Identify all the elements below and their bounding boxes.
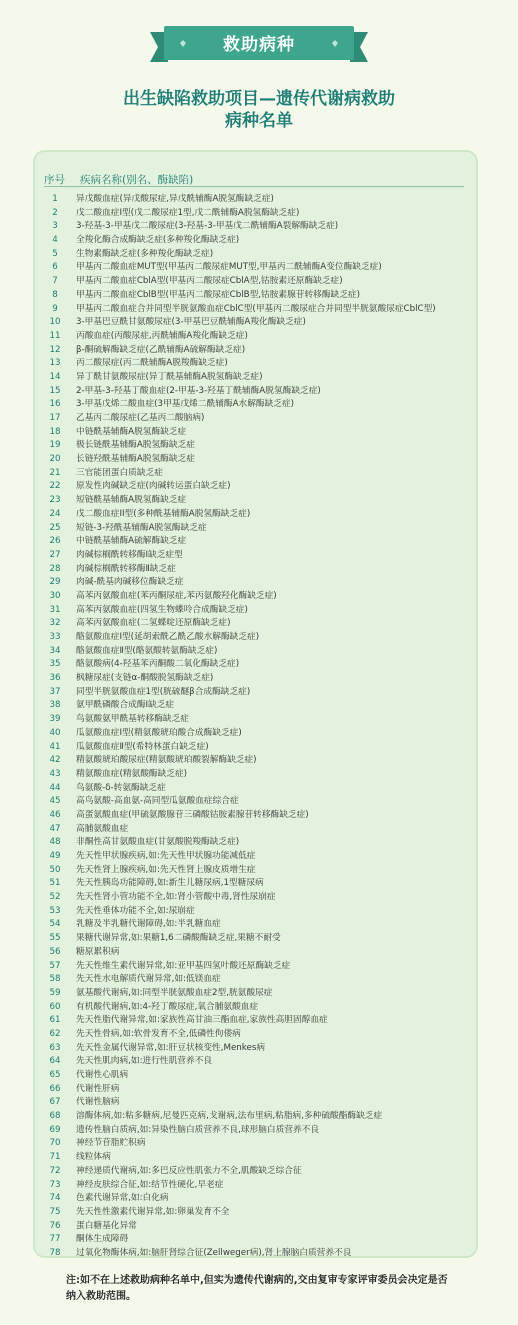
row-disease-name: 遗传性脑白质病,如:异染性脑白质营养不良,球形脑白质营养不良 [76, 1124, 320, 1135]
table-row [40, 207, 480, 221]
page-title-line1: 出生缺陷救助项目—遗传代谢病救助 [123, 89, 395, 109]
row-number: 36 [49, 673, 61, 684]
row-disease-name: 瓜氨酸血症Ⅱ型(希特林蛋白缺乏症) [76, 741, 209, 752]
row-disease-name: 中链酰基辅酶A硫解酶缺乏症 [76, 536, 187, 547]
table-row [40, 1165, 480, 1179]
page-title-line2: 病种名单 [225, 111, 293, 131]
banner-label: 救助病种 [223, 35, 295, 55]
row-disease-name: 先天性水电解质代谢异常,如:低镁血症 [76, 974, 221, 985]
table-row [40, 1110, 480, 1124]
row-disease-name: 精氨酸血症(精氨酸酶缺乏症) [76, 768, 188, 779]
row-disease-name: 先天性骨病,如:软骨发育不全,低磷性佝偻病 [76, 1028, 241, 1039]
table-row [40, 1096, 480, 1110]
table-row [40, 289, 480, 303]
row-disease-name: 果糖代谢异常,如:果糖1,6二磷酸酶缺乏症,果糖不耐受 [76, 933, 281, 944]
row-number: 31 [49, 604, 61, 615]
table-row [40, 439, 480, 453]
row-number: 20 [49, 454, 61, 465]
row-number: 18 [49, 426, 61, 437]
table-row [40, 316, 480, 330]
table-row [40, 1247, 480, 1261]
table-row [40, 220, 480, 234]
row-disease-name: 戊二酸血症I型(戊二酸尿症1型,戊二酰辅酶A脱氢酶缺乏症) [76, 207, 300, 218]
table-row [40, 576, 480, 590]
table-row [40, 549, 480, 563]
row-number: 74 [49, 1193, 61, 1204]
table-row [40, 713, 480, 727]
header-number: 序号 [44, 174, 65, 186]
row-disease-name: 短链-3-羟酰基辅酶A脱氢酶缺乏症 [76, 522, 207, 533]
table-row [40, 836, 480, 850]
row-disease-name: 代谢性心肌病 [76, 1070, 129, 1080]
table-row [40, 535, 480, 549]
disease-list [40, 193, 480, 1261]
row-disease-name: 3-羟基-3-甲基戊二酸尿症(3-羟基-3-甲基戊二酰辅酶A裂解酶缺乏症) [76, 221, 339, 232]
table-row [40, 1124, 480, 1138]
row-number: 61 [49, 1015, 61, 1026]
row-number: 60 [49, 1001, 61, 1012]
row-disease-name: 生物素酶缺乏症(多种羧化酶缺乏症) [76, 248, 214, 259]
table-row [40, 946, 480, 960]
row-number: 55 [49, 933, 61, 944]
row-disease-name: 同型半胱氨酸血症1型(胱硫醚β合成酶缺乏症) [76, 686, 251, 697]
row-disease-name: 3-甲基巴豆酰甘氨酸尿症(3-甲基巴豆酰辅酶A羧化酶缺乏症) [76, 317, 306, 328]
row-disease-name: 神经皮肤综合征,如:结节性硬化,早老症 [76, 1179, 224, 1190]
header-divider [44, 186, 464, 187]
row-disease-name: 异戊酸血症(异戊酸尿症,异戊酰辅酶A脱氢酶缺乏症) [76, 194, 274, 204]
table-row [40, 932, 480, 946]
footnote: 注:如不在上述救助病种名单中,但实为遗传代谢病的,交由复审专家评审委员会决定是否纳入救助范围。 [66, 1275, 448, 1302]
table-row [40, 1001, 480, 1015]
table-row [40, 1179, 480, 1193]
row-number: 67 [49, 1097, 61, 1108]
table-row [40, 960, 480, 974]
row-number: 54 [49, 919, 61, 930]
table-row [40, 1192, 480, 1206]
table-row [40, 918, 480, 932]
table-row [40, 973, 480, 987]
row-disease-name: 肉碱棕榈酰转移酶Ⅱ缺乏症 [76, 563, 176, 574]
row-disease-name: 蛋白糖基化异常 [76, 1220, 137, 1231]
table-row [40, 330, 480, 344]
table-row [40, 426, 480, 440]
row-number: 70 [49, 1138, 61, 1149]
table-row [40, 1151, 480, 1165]
row-disease-name: 中链酰基辅酶A脱氢酶缺乏症 [76, 426, 187, 437]
row-number: 68 [49, 1111, 61, 1122]
row-disease-name: 代谢性脑病 [76, 1097, 120, 1108]
row-number: 24 [49, 508, 61, 519]
row-number: 56 [49, 946, 61, 957]
row-number: 66 [49, 1083, 61, 1094]
row-number: 58 [49, 974, 61, 985]
table-row [40, 782, 480, 796]
table-row [40, 248, 480, 262]
table-row [40, 672, 480, 686]
table-row [40, 412, 480, 426]
row-disease-name: 氨基酸代谢病,如:同型半胱氨酸血症2型,胱氨酸尿症 [76, 987, 273, 998]
row-disease-name: 甲基丙二酸血症MUT型(甲基丙二酸尿症MUT型,甲基丙二酰辅酶A变位酶缺乏症) [76, 262, 382, 273]
table-row [40, 1042, 480, 1056]
table-row [40, 1028, 480, 1042]
row-disease-name: 先天性维生素代谢异常,如:亚甲基四氢叶酸还原酶缺乏症 [76, 960, 291, 971]
table-row [40, 631, 480, 645]
row-disease-name: 过氧化物酶体病,如:脑肝肾综合征(Zellweger病),肾上腺脑白质营养不良 [76, 1247, 352, 1258]
row-disease-name: β-酮硫解酶缺乏症(乙酰辅酶A硫解酶缺乏症) [76, 344, 246, 355]
row-disease-name: 乳糖及半乳糖代谢障碍,如:半乳糖血症 [76, 919, 221, 930]
row-disease-name: 鸟氨酸-δ-转氨酶缺乏症 [76, 782, 166, 793]
table-row [40, 563, 480, 577]
table-row [40, 275, 480, 289]
row-number: 17 [49, 413, 61, 423]
table-row [40, 590, 480, 604]
row-number: 23 [49, 495, 61, 506]
table-row [40, 467, 480, 481]
row-disease-name: 长链羟酰基辅酶A脱氢酶缺乏症 [76, 454, 195, 465]
row-number: 19 [49, 440, 61, 451]
table-row [40, 850, 480, 864]
row-disease-name: 肉碱棕榈酰转移酶Ⅰ缺乏症型 [76, 549, 183, 560]
row-disease-name: 先天性肾上腺疾病,如:先天性肾上腺皮质增生症 [76, 864, 256, 875]
row-number: 69 [49, 1124, 61, 1135]
row-number: 8 [52, 289, 58, 300]
header-disease-name: 疾病名称(别名、酶缺陷) [80, 174, 194, 186]
row-number: 13 [49, 358, 61, 369]
row-disease-name: 酮体生成障碍 [76, 1234, 129, 1245]
table-row [40, 234, 480, 248]
row-number: 27 [49, 549, 61, 560]
row-disease-name: 异丁酰甘氨酸尿症(异丁酰基辅酶A脱氢酶缺乏症) [76, 371, 263, 382]
row-number: 15 [49, 385, 61, 396]
table-row [40, 658, 480, 672]
table-row [40, 741, 480, 755]
row-number: 45 [49, 796, 61, 807]
row-disease-name: 代谢性肝病 [76, 1083, 120, 1094]
row-disease-name: 神经节苷脂贮积病 [76, 1138, 146, 1149]
row-number: 35 [49, 659, 61, 670]
row-disease-name: 神经递质代谢病,如:多巴反应性肌张力不全,肌酸缺乏综合征 [76, 1165, 302, 1176]
row-number: 37 [49, 686, 61, 697]
row-disease-name: 精氨酸琥珀酸尿症(精氨酸琥珀酸裂解酶缺乏症) [76, 755, 257, 766]
table-row [40, 617, 480, 631]
row-disease-name: 乙基丙二酸尿症(乙基丙二酸脑病) [76, 413, 205, 423]
row-number: 57 [49, 960, 61, 971]
row-number: 4 [52, 235, 58, 246]
row-disease-name: 高蛋氨酸血症(甲硫氨酸腺苷三磷酸钴胺素腺苷转移酶缺乏症) [76, 809, 309, 820]
row-disease-name: 三官能团蛋白质缺乏症 [76, 467, 163, 478]
row-number: 71 [49, 1152, 61, 1163]
row-disease-name: 先天性垂体功能不全,如:尿崩症 [76, 905, 195, 916]
table-row [40, 385, 480, 399]
row-number: 9 [52, 303, 58, 314]
row-disease-name: 原发性肉碱缺乏症(肉碱转运蛋白缺乏症) [76, 481, 231, 492]
table-row [40, 727, 480, 741]
table-row [40, 371, 480, 385]
table-row [40, 508, 480, 522]
row-number: 11 [49, 330, 61, 341]
table-row [40, 891, 480, 905]
row-disease-name: 糖原累积病 [76, 946, 120, 957]
row-disease-name: 3-甲基戊烯二酸血症(3甲基戊烯二酰辅酶A水解酶缺乏症) [76, 399, 295, 410]
row-number: 75 [49, 1206, 61, 1217]
table-row [40, 754, 480, 768]
row-disease-name: 枫糖尿症(支链α-酮酸脱氢酶缺乏症) [76, 673, 214, 684]
row-number: 49 [49, 851, 61, 861]
table-row [40, 357, 480, 371]
row-disease-name: 短链酰基辅酶A脱氢酶缺乏症 [76, 495, 187, 506]
row-number: 32 [49, 618, 61, 629]
table-row [40, 864, 480, 878]
row-disease-name: 甲基丙二酸血症CblA型(甲基丙二酸尿症CblA型,钴胺素还原酶缺乏症) [76, 276, 343, 287]
row-disease-name: 高苯丙氨酸血症(苯丙酮尿症,苯丙氨酸羟化酶缺乏症) [76, 590, 277, 601]
table-row [40, 522, 480, 536]
row-number: 28 [49, 563, 61, 574]
row-number: 63 [49, 1042, 61, 1053]
row-disease-name: 高苯丙氨酸血症(四氢生物蝶呤合成酶缺乏症) [76, 604, 248, 615]
row-number: 21 [49, 467, 61, 478]
table-row [40, 905, 480, 919]
row-disease-name: 甲基丙二酸血症CblB型(甲基丙二酸尿症CblB型,钴胺素腺苷转移酶缺乏症) [76, 289, 361, 300]
row-number: 50 [49, 864, 61, 875]
table-row [40, 453, 480, 467]
row-number: 44 [49, 782, 61, 793]
row-number: 33 [49, 632, 61, 642]
row-number: 73 [49, 1179, 61, 1190]
table-row [40, 1233, 480, 1247]
row-disease-name: 高鸟氨酸-高血氨-高同型瓜氨酸血症综合症 [76, 796, 239, 807]
row-disease-name: 先天性脂代谢异常,如:家族性高甘油三酯血症,家族性高胆固醇血症 [76, 1015, 328, 1026]
row-number: 72 [49, 1165, 61, 1176]
row-disease-name: 溶酶体病,如:粘多糖病,尼曼匹克病,戈谢病,法布里病,粘脂病,多种硫酸酯酶缺乏症 [76, 1111, 383, 1122]
table-row [40, 604, 480, 618]
row-number: 39 [49, 714, 61, 725]
row-number: 3 [52, 221, 58, 232]
table-row [40, 398, 480, 412]
row-disease-name: 高脯氨酸血症 [76, 823, 129, 834]
table-row [40, 877, 480, 891]
row-number: 6 [52, 262, 58, 273]
row-number: 1 [52, 194, 58, 204]
row-number: 25 [49, 522, 61, 533]
row-number: 41 [49, 741, 61, 752]
row-number: 29 [49, 577, 61, 588]
row-disease-name: 酪氨酸病(4-羟基苯丙酮酸二氧化酶缺乏症) [76, 659, 240, 670]
table-row [40, 1220, 480, 1234]
row-number: 65 [49, 1070, 61, 1080]
row-number: 53 [49, 905, 61, 916]
row-number: 2 [52, 207, 58, 218]
row-number: 12 [49, 344, 61, 355]
row-number: 40 [49, 727, 61, 738]
row-number: 16 [49, 399, 61, 410]
table-row [40, 686, 480, 700]
table-row [40, 344, 480, 358]
row-disease-name: 全羧化酶合成酶缺乏症(多种羧化酶缺乏症) [76, 235, 240, 246]
row-disease-name: 先天性金属代谢异常,如:肝豆状核变性,Menkes病 [76, 1042, 266, 1053]
row-number: 7 [52, 276, 58, 287]
row-disease-name: 先天性性激素代谢异常,如:卵巢发育不全 [76, 1206, 230, 1217]
row-number: 30 [49, 590, 61, 601]
table-row [40, 823, 480, 837]
row-disease-name: 瓜氨酸血症Ⅰ型(精氨酸琥珀酸合成酶缺乏症) [76, 727, 242, 738]
row-disease-name: 色素代谢异常,如:白化病 [76, 1193, 169, 1204]
row-number: 42 [49, 755, 61, 766]
row-disease-name: 非酮性高甘氨酸血症(甘氨酸脱羧酶缺乏症) [76, 837, 240, 848]
table-row [40, 1014, 480, 1028]
row-number: 34 [49, 645, 61, 656]
table-row [40, 303, 480, 317]
table-row [40, 494, 480, 508]
table-row [40, 987, 480, 1001]
row-disease-name: 氨甲酰磷酸合成酶Ⅰ缺乏症 [76, 700, 175, 711]
table-row [40, 193, 480, 207]
row-number: 43 [49, 768, 61, 779]
table-row [40, 809, 480, 823]
table-row [40, 1137, 480, 1151]
row-number: 46 [49, 809, 61, 820]
row-number: 48 [49, 837, 61, 848]
row-number: 22 [49, 481, 61, 492]
row-disease-name: 先天性甲状腺疾病,如:先天性甲状腺功能减低症 [76, 851, 256, 861]
row-disease-name: 2-甲基-3-羟基丁酸血症(2-甲基-3-羟基丁酰辅酶A脱氢酶缺乏症) [76, 385, 321, 396]
table-row [40, 261, 480, 275]
row-disease-name: 戊二酸血症II型(多种酰基辅酶A脱氢酶缺乏症) [76, 508, 251, 519]
row-disease-name: 高苯丙氨酸血症(二氢蝶啶还原酶缺乏症) [76, 618, 231, 629]
table-row [40, 1055, 480, 1069]
row-disease-name: 有机酸代谢病,如:4-羟丁酸尿症,氧合脯氨酸血症 [76, 1001, 259, 1012]
row-disease-name: 肉碱-酰基肉碱移位酶缺乏症 [76, 577, 184, 588]
row-number: 78 [49, 1247, 61, 1258]
table-row [40, 1206, 480, 1220]
row-disease-name: 极长链酰基辅酶A脱氢酶缺乏症 [76, 440, 195, 451]
table-row [40, 480, 480, 494]
row-disease-name: 先天性胰岛功能障碍,如:新生儿糖尿病,1型糖尿病 [76, 878, 264, 889]
row-number: 59 [49, 987, 61, 998]
row-number: 14 [49, 371, 61, 382]
row-number: 5 [52, 248, 58, 259]
row-number: 26 [49, 536, 61, 547]
row-disease-name: 酪氨酸血症Ⅱ型(酪氨酸转氨酶缺乏症) [76, 645, 218, 656]
row-disease-name: 鸟氨酸氨甲酰基转移酶缺乏症 [76, 714, 189, 725]
table-row [40, 645, 480, 659]
row-number: 64 [49, 1056, 61, 1067]
row-disease-name: 丙二酸尿症(丙二酰辅酶A脱羧酶缺乏症) [76, 358, 228, 369]
row-number: 10 [49, 317, 61, 328]
table-row [40, 1069, 480, 1083]
row-disease-name: 线粒体病 [76, 1152, 111, 1163]
table-row [40, 768, 480, 782]
row-number: 52 [49, 892, 61, 903]
table-row [40, 795, 480, 809]
row-disease-name: 先天性肾小管功能不全,如:肾小管酸中毒,肾性尿崩症 [76, 892, 276, 903]
table-row [40, 699, 480, 713]
row-number: 51 [49, 878, 61, 889]
row-number: 38 [49, 700, 61, 711]
row-number: 77 [49, 1234, 61, 1245]
row-number: 47 [49, 823, 61, 834]
row-number: 76 [49, 1220, 61, 1231]
row-disease-name: 先天性肌肉病,如:进行性肌营养不良 [76, 1056, 213, 1067]
row-disease-name: 丙酸血症(丙酸尿症,丙酰辅酶A羧化酶缺乏症) [76, 330, 248, 341]
row-disease-name: 酪氨酸血症Ⅰ型(延胡索酰乙酰乙酸水解酶缺乏症) [76, 632, 260, 642]
row-number: 62 [49, 1028, 61, 1039]
row-disease-name: 甲基丙二酸血症合并同型半胱氨酸血症CblC型(甲基丙二酸尿症合并同型半胱氨酸尿症CblC型) [76, 303, 436, 314]
table-row [40, 1083, 480, 1097]
